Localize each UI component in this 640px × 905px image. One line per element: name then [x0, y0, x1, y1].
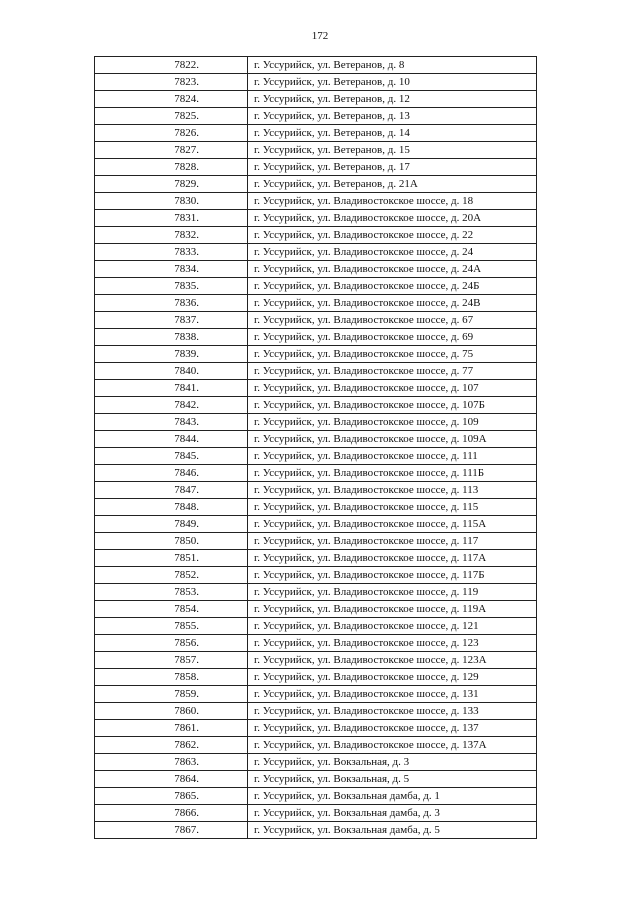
table-row: [95, 295, 537, 312]
row-number: 7822.: [95, 57, 248, 74]
row-address: г. Уссурийск, ул. Ветеранов, д. 13: [248, 108, 537, 125]
row-address: г. Уссурийск, ул. Владивостокское шоссе, д. 24А: [248, 261, 537, 278]
table-row: [95, 720, 537, 737]
table-row: [95, 771, 537, 788]
table-row: [95, 244, 537, 261]
row-address: г. Уссурийск, ул. Владивостокское шоссе, д. 24Б: [248, 278, 537, 295]
table-row: [95, 414, 537, 431]
row-number: 7848.: [95, 499, 248, 516]
row-number: 7857.: [95, 652, 248, 669]
row-address: г. Уссурийск, ул. Ветеранов, д. 14: [248, 125, 537, 142]
table-row: [95, 176, 537, 193]
row-number: 7844.: [95, 431, 248, 448]
row-number: 7856.: [95, 635, 248, 652]
table-row: [95, 142, 537, 159]
table-row: [95, 533, 537, 550]
row-number: 7838.: [95, 329, 248, 346]
table-row: [95, 516, 537, 533]
row-address: г. Уссурийск, ул. Владивостокское шоссе, д. 115А: [248, 516, 537, 533]
table-row: [95, 567, 537, 584]
table-row: [95, 822, 537, 839]
row-number: 7827.: [95, 142, 248, 159]
table-row: [95, 210, 537, 227]
row-address: г. Уссурийск, ул. Ветеранов, д. 21А: [248, 176, 537, 193]
row-number: 7861.: [95, 720, 248, 737]
row-address: г. Уссурийск, ул. Владивостокское шоссе, д. 123: [248, 635, 537, 652]
row-address: г. Уссурийск, ул. Владивостокское шоссе, д. 22: [248, 227, 537, 244]
row-number: 7867.: [95, 822, 248, 839]
row-address: г. Уссурийск, ул. Владивостокское шоссе, д. 18: [248, 193, 537, 210]
row-address: г. Уссурийск, ул. Вокзальная, д. 3: [248, 754, 537, 771]
row-address: г. Уссурийск, ул. Владивостокское шоссе, д. 117: [248, 533, 537, 550]
row-address: г. Уссурийск, ул. Владивостокское шоссе, д. 107Б: [248, 397, 537, 414]
row-number: 7841.: [95, 380, 248, 397]
row-number: 7826.: [95, 125, 248, 142]
row-number: 7859.: [95, 686, 248, 703]
table-row: [95, 635, 537, 652]
row-number: 7850.: [95, 533, 248, 550]
table-row: [95, 125, 537, 142]
row-number: 7842.: [95, 397, 248, 414]
row-number: 7865.: [95, 788, 248, 805]
row-number: 7836.: [95, 295, 248, 312]
row-number: 7833.: [95, 244, 248, 261]
row-address: г. Уссурийск, ул. Владивостокское шоссе, д. 111Б: [248, 465, 537, 482]
row-number: 7854.: [95, 601, 248, 618]
row-address: г. Уссурийск, ул. Владивостокское шоссе, д. 129: [248, 669, 537, 686]
table-row: [95, 669, 537, 686]
address-registry-table: [94, 56, 537, 839]
table-row: [95, 278, 537, 295]
row-number: 7855.: [95, 618, 248, 635]
row-number: 7837.: [95, 312, 248, 329]
row-address: г. Уссурийск, ул. Владивостокское шоссе, д. 131: [248, 686, 537, 703]
row-number: 7851.: [95, 550, 248, 567]
row-number: 7823.: [95, 74, 248, 91]
table-row: [95, 57, 537, 74]
row-number: 7824.: [95, 91, 248, 108]
row-address: г. Уссурийск, ул. Вокзальная дамба, д. 1: [248, 788, 537, 805]
row-number: 7839.: [95, 346, 248, 363]
row-address: г. Уссурийск, ул. Ветеранов, д. 12: [248, 91, 537, 108]
row-address: г. Уссурийск, ул. Ветеранов, д. 17: [248, 159, 537, 176]
table-row: [95, 91, 537, 108]
table-row: [95, 363, 537, 380]
row-number: 7866.: [95, 805, 248, 822]
table-row: [95, 346, 537, 363]
row-address: г. Уссурийск, ул. Владивостокское шоссе, д. 24: [248, 244, 537, 261]
table-row: [95, 261, 537, 278]
row-number: 7845.: [95, 448, 248, 465]
row-number: 7831.: [95, 210, 248, 227]
row-address: г. Уссурийск, ул. Владивостокское шоссе, д. 69: [248, 329, 537, 346]
table-row: [95, 788, 537, 805]
table-row: [95, 686, 537, 703]
row-number: 7834.: [95, 261, 248, 278]
row-number: 7835.: [95, 278, 248, 295]
row-address: г. Уссурийск, ул. Владивостокское шоссе, д. 107: [248, 380, 537, 397]
table-row: [95, 584, 537, 601]
row-number: 7828.: [95, 159, 248, 176]
table-row: [95, 448, 537, 465]
row-address: г. Уссурийск, ул. Владивостокское шоссе, д. 77: [248, 363, 537, 380]
row-address: г. Уссурийск, ул. Владивостокское шоссе, д. 117Б: [248, 567, 537, 584]
row-address: г. Уссурийск, ул. Ветеранов, д. 10: [248, 74, 537, 91]
row-number: 7829.: [95, 176, 248, 193]
row-address: г. Уссурийск, ул. Владивостокское шоссе, д. 109А: [248, 431, 537, 448]
row-address: г. Уссурийск, ул. Вокзальная, д. 5: [248, 771, 537, 788]
row-number: 7863.: [95, 754, 248, 771]
table-row: [95, 329, 537, 346]
row-number: 7853.: [95, 584, 248, 601]
table-row: [95, 431, 537, 448]
table-row: [95, 499, 537, 516]
table-row: [95, 618, 537, 635]
row-address: г. Уссурийск, ул. Владивостокское шоссе, д. 67: [248, 312, 537, 329]
table-row: [95, 703, 537, 720]
table-row: [95, 397, 537, 414]
row-address: г. Уссурийск, ул. Владивостокское шоссе, д. 137А: [248, 737, 537, 754]
row-address: г. Уссурийск, ул. Владивостокское шоссе, д. 137: [248, 720, 537, 737]
table-row: [95, 159, 537, 176]
row-number: 7843.: [95, 414, 248, 431]
row-address: г. Уссурийск, ул. Владивостокское шоссе, д. 123А: [248, 652, 537, 669]
table-row: [95, 380, 537, 397]
row-address: г. Уссурийск, ул. Владивостокское шоссе, д. 111: [248, 448, 537, 465]
table-row: [95, 74, 537, 91]
row-address: г. Уссурийск, ул. Ветеранов, д. 8: [248, 57, 537, 74]
row-address: г. Уссурийск, ул. Владивостокское шоссе, д. 117А: [248, 550, 537, 567]
row-number: 7825.: [95, 108, 248, 125]
page-number: 172: [311, 30, 329, 42]
row-number: 7864.: [95, 771, 248, 788]
row-address: г. Уссурийск, ул. Владивостокское шоссе, д. 119: [248, 584, 537, 601]
table-row: [95, 108, 537, 125]
table-body: [95, 57, 537, 839]
row-number: 7840.: [95, 363, 248, 380]
table-row: [95, 227, 537, 244]
table-row: [95, 737, 537, 754]
table-row: [95, 805, 537, 822]
row-number: 7849.: [95, 516, 248, 533]
row-number: 7847.: [95, 482, 248, 499]
row-address: г. Уссурийск, ул. Владивостокское шоссе, д. 20А: [248, 210, 537, 227]
table-row: [95, 652, 537, 669]
row-address: г. Уссурийск, ул. Вокзальная дамба, д. 5: [248, 822, 537, 839]
table-row: [95, 312, 537, 329]
row-address: г. Уссурийск, ул. Владивостокское шоссе, д. 119А: [248, 601, 537, 618]
table-row: [95, 465, 537, 482]
table-row: [95, 754, 537, 771]
row-number: 7846.: [95, 465, 248, 482]
row-number: 7852.: [95, 567, 248, 584]
row-address: г. Уссурийск, ул. Вокзальная дамба, д. 3: [248, 805, 537, 822]
row-number: 7858.: [95, 669, 248, 686]
row-address: г. Уссурийск, ул. Владивостокское шоссе, д. 113: [248, 482, 537, 499]
row-address: г. Уссурийск, ул. Владивостокское шоссе, д. 24В: [248, 295, 537, 312]
table-row: [95, 482, 537, 499]
row-address: г. Уссурийск, ул. Владивостокское шоссе, д. 75: [248, 346, 537, 363]
row-number: 7862.: [95, 737, 248, 754]
row-number: 7832.: [95, 227, 248, 244]
table-row: [95, 601, 537, 618]
table-row: [95, 193, 537, 210]
row-address: г. Уссурийск, ул. Владивостокское шоссе, д. 109: [248, 414, 537, 431]
row-address: г. Уссурийск, ул. Владивостокское шоссе, д. 133: [248, 703, 537, 720]
row-address: г. Уссурийск, ул. Владивостокское шоссе, д. 121: [248, 618, 537, 635]
row-address: г. Уссурийск, ул. Ветеранов, д. 15: [248, 142, 537, 159]
row-number: 7830.: [95, 193, 248, 210]
row-address: г. Уссурийск, ул. Владивостокское шоссе, д. 115: [248, 499, 537, 516]
table-row: [95, 550, 537, 567]
row-number: 7860.: [95, 703, 248, 720]
